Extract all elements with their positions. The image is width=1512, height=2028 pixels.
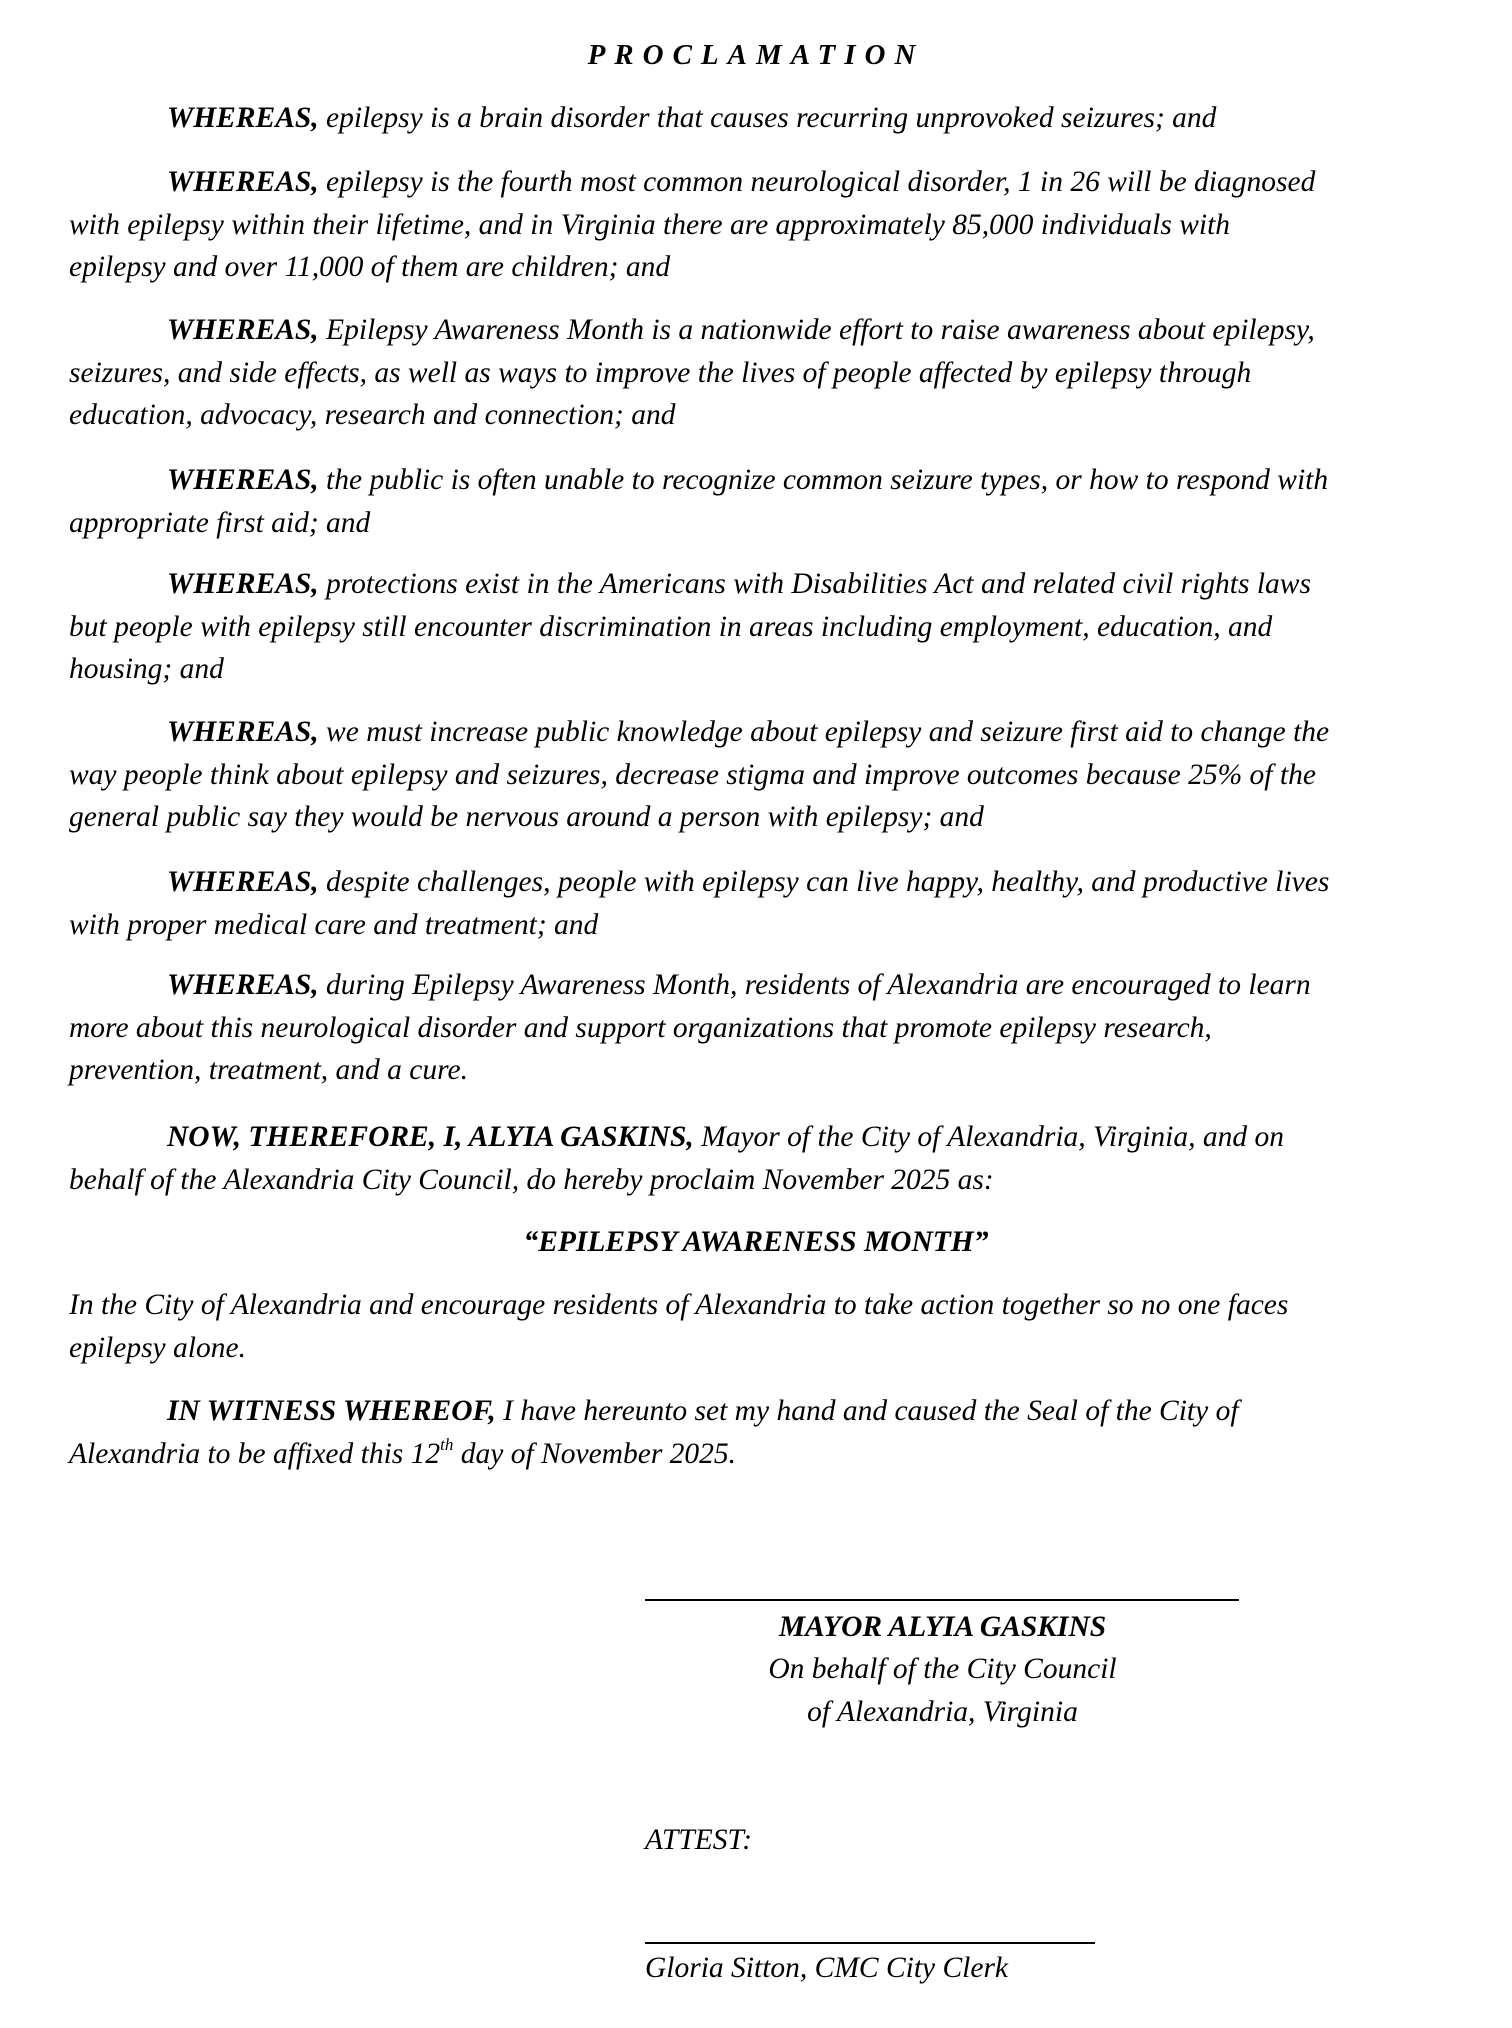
paragraph-line: with epilepsy within their lifetime, and in Virginia there are approximately 85,000 individuals with xyxy=(69,208,1231,241)
mayor-signature-line xyxy=(645,1599,1239,1601)
paragraph-line: protections exist in the Americans with Disabilities Act and related civil rights laws xyxy=(326,568,1311,600)
whereas-lead: WHEREAS, xyxy=(167,166,319,198)
witness-date-text-end: day of November 2025. xyxy=(453,1437,737,1470)
paragraph-line: during Epilepsy Awareness Month, residents of Alexandria are encouraged to learn xyxy=(326,969,1311,1001)
paragraph-line: the public is often unable to recognize common seizure types, or how to respond with xyxy=(326,464,1329,496)
mayor-signature-block xyxy=(645,1606,1240,1734)
mayor-name: MAYOR ALYIA GASKINS xyxy=(778,1611,1107,1643)
paragraph-line: Epilepsy Awareness Month is a nationwide effort to raise awareness about epilepsy, xyxy=(326,314,1315,346)
therefore-lead: NOW, THEREFORE, I, ALYIA GASKINS, xyxy=(167,1121,694,1153)
whereas-lead: WHEREAS, xyxy=(167,102,319,134)
whereas-lead: WHEREAS, xyxy=(167,568,319,600)
ordinal-suffix: th xyxy=(440,1434,454,1454)
paragraph-line: seizures, and side effects, as well as ways to improve the lives of people affected by epilepsy through xyxy=(69,356,1252,389)
paragraph-line: epilepsy alone. xyxy=(69,1331,246,1364)
paragraph-line: epilepsy and over 11,000 of them are children; and xyxy=(69,251,671,283)
closing-paragraph xyxy=(69,1284,1288,1369)
paragraph-line: way people think about epilepsy and seizures, decrease stigma and improve outcomes because 25% of the xyxy=(69,758,1316,791)
whereas-lead: WHEREAS, xyxy=(167,969,319,1001)
paragraph-line: Mayor of the City of Alexandria, Virginia, and on xyxy=(701,1121,1284,1153)
mayor-title-line: On behalf of the City Council xyxy=(768,1652,1117,1685)
paragraph-line: prevention, treatment, and a cure. xyxy=(69,1054,468,1086)
witness-date-text: Alexandria to be affixed this 12 xyxy=(69,1437,441,1470)
paragraph-line: despite challenges, people with epilepsy can live happy, healthy, and productive lives xyxy=(326,866,1330,898)
attest-label: ATTEST: xyxy=(645,1824,753,1856)
whereas-paragraph-8 xyxy=(69,964,1311,1092)
clerk-name: Gloria Sitton, CMC City Clerk xyxy=(645,1952,1009,1984)
whereas-paragraph-1 xyxy=(69,97,1216,140)
whereas-paragraph-4 xyxy=(69,459,1328,544)
whereas-lead: WHEREAS, xyxy=(167,866,319,898)
paragraph-line: appropriate first aid; and xyxy=(69,506,371,539)
paragraph-line: epilepsy is a brain disorder that causes recurring unprovoked seizures; and xyxy=(326,102,1217,134)
whereas-paragraph-7 xyxy=(69,861,1329,946)
whereas-lead: WHEREAS, xyxy=(167,314,319,346)
paragraph-line: but people with epilepsy still encounter discrimination in areas including employment, education, and xyxy=(69,610,1273,643)
proclaimed-title: “EPILEPSY AWARENESS MONTH” xyxy=(523,1226,989,1258)
paragraph-line: In the City of Alexandria and encourage residents of Alexandria to take action together so no one faces xyxy=(69,1289,1289,1321)
paragraph-line: behalf of the Alexandria City Council, do hereby proclaim November 2025 as: xyxy=(69,1163,994,1196)
witness-paragraph xyxy=(69,1390,1239,1475)
document-title: PROCLAMATION xyxy=(587,39,925,71)
paragraph-line: with proper medical care and treatment; and xyxy=(69,908,599,941)
whereas-paragraph-6 xyxy=(69,711,1329,839)
paragraph-line: housing; and xyxy=(69,653,224,685)
paragraph-line: we must increase public knowledge about epilepsy and seizure first aid to change the xyxy=(326,716,1330,748)
paragraph-line: more about this neurological disorder and support organizations that promote epilepsy research, xyxy=(69,1011,1212,1044)
whereas-paragraph-3 xyxy=(69,309,1315,437)
therefore-paragraph xyxy=(69,1116,1284,1201)
paragraph-line: general public say they would be nervous around a person with epilepsy; and xyxy=(69,801,984,833)
mayor-title-line: of Alexandria, Virginia xyxy=(807,1696,1078,1728)
paragraph-line: epilepsy is the fourth most common neurological disorder, 1 in 26 will be diagnosed xyxy=(326,166,1316,198)
whereas-paragraph-5 xyxy=(69,563,1311,691)
clerk-signature-line xyxy=(645,1942,1095,1944)
paragraph-line: education, advocacy, research and connection; and xyxy=(69,399,676,431)
witness-lead: IN WITNESS WHEREOF, xyxy=(167,1395,496,1427)
paragraph-line: I have hereunto set my hand and caused the Seal of the City of xyxy=(503,1395,1239,1427)
whereas-paragraph-2 xyxy=(69,161,1315,289)
whereas-lead: WHEREAS, xyxy=(167,716,319,748)
whereas-lead: WHEREAS, xyxy=(167,464,319,496)
